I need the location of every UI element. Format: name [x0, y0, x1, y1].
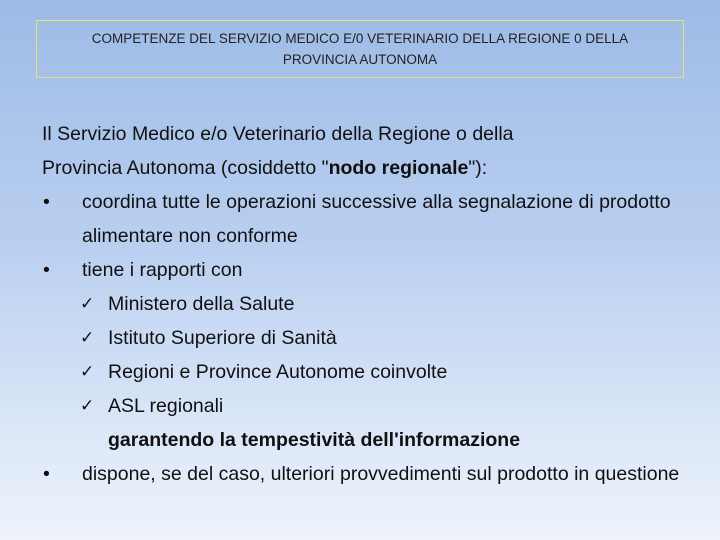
intro-post: "):	[468, 157, 488, 179]
intro-bold: nodo regionale	[328, 157, 469, 179]
bullet-item	[42, 185, 682, 253]
bullet-icon: •	[43, 259, 50, 281]
check-text: Ministero della Salute	[108, 293, 295, 315]
intro-line-1: Il Servizio Medico e/o Veterinario della Regione o della	[42, 123, 514, 145]
slide-title	[36, 20, 684, 78]
bullet-icon: •	[43, 191, 50, 213]
tail-bold-text: garantendo la tempestività dell'informazione	[108, 429, 521, 451]
bullet-icon: •	[43, 463, 50, 485]
title-line-1: COMPETENZE DEL SERVIZIO MEDICO E/0 VETERINARIO DELLA REGIONE 0 DELLA	[91, 31, 629, 46]
check-text: ASL regionali	[108, 395, 224, 417]
checkmark-icon: ✓	[80, 328, 95, 348]
bullet-text: tiene i rapporti con	[82, 259, 243, 281]
bullet-text: coordina tutte le operazioni successive alla segnalazione di prodotto alimentare non conforme	[82, 191, 671, 247]
checkmark-icon: ✓	[80, 294, 95, 314]
slide-body	[42, 117, 682, 491]
bullet-item	[42, 457, 682, 491]
title-line-2: PROVINCIA AUTONOMA	[282, 52, 438, 67]
check-item	[42, 287, 682, 321]
checkmark-icon: ✓	[80, 396, 95, 416]
checkmark-icon: ✓	[80, 362, 95, 382]
bullet-item	[42, 253, 682, 287]
intro-line-2	[42, 151, 682, 185]
bullet-text: dispone, se del caso, ulteriori provvedimenti sul prodotto in questione	[82, 463, 680, 485]
check-item	[42, 389, 682, 423]
check-text: Istituto Superiore di Sanità	[108, 327, 337, 349]
check-item	[42, 321, 682, 355]
check-text: Regioni e Province Autonome coinvolte	[108, 361, 448, 383]
check-item	[42, 355, 682, 389]
intro-pre: Provincia Autonoma (cosiddetto "	[42, 157, 329, 179]
